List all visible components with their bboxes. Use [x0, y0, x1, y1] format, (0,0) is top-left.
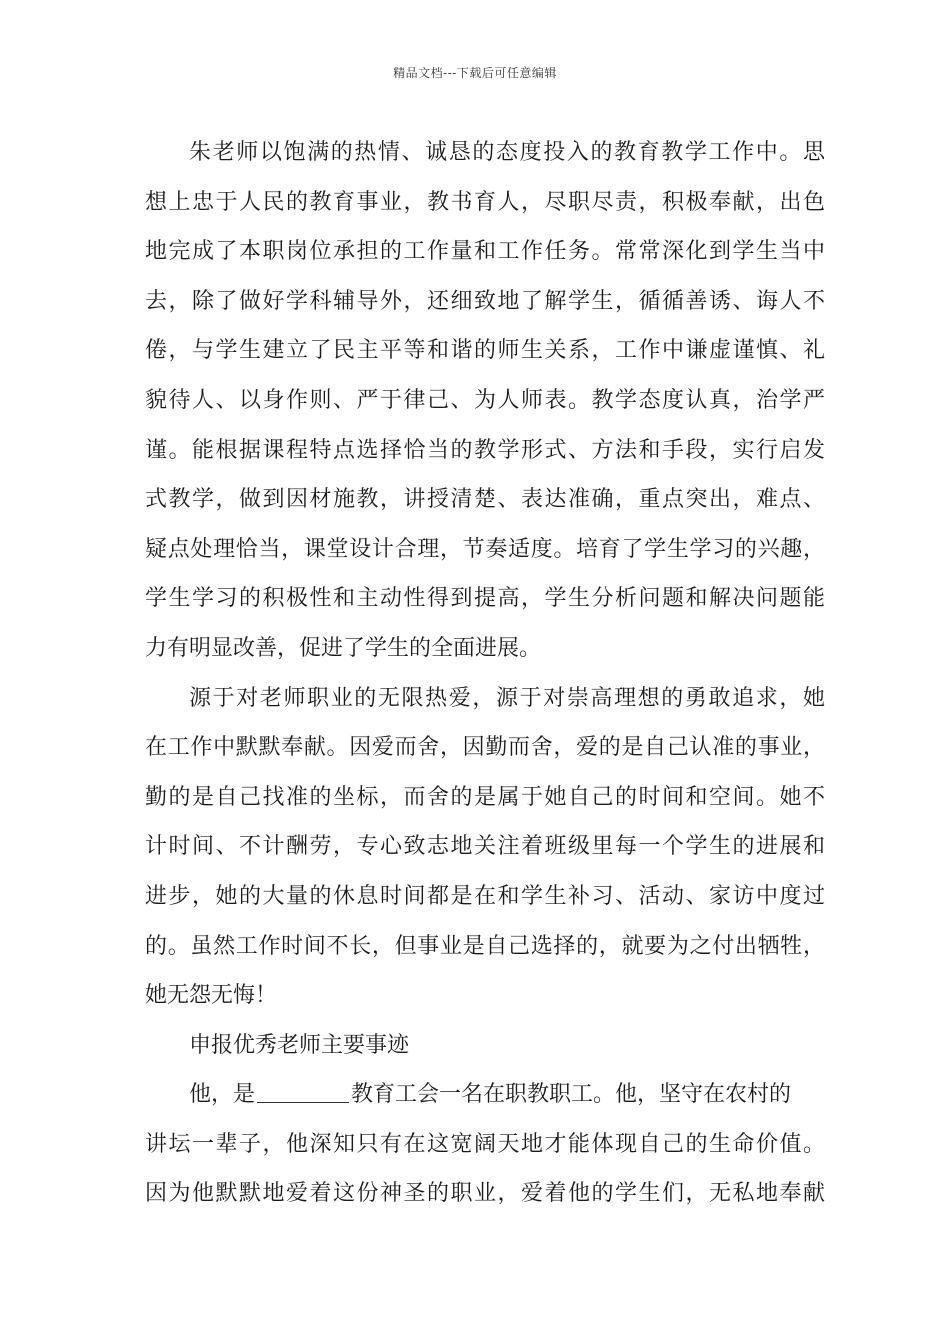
section-heading: 申报优秀老师主要事迹 [189, 1032, 410, 1058]
paragraph-2-line: 进步，她的大量的休息时间都是在和学生补习、活动、家访中度过 [145, 883, 825, 909]
paragraph-2-line: 计时间、不计酬劳，专心致志地关注着班级里每一个学生的进展和 [145, 834, 825, 860]
paragraph-1-line: 想上忠于人民的教育事业，教书育人，尽职尽责，积极奉献，出色 [145, 189, 825, 215]
paragraph-3-line [145, 1070, 825, 1120]
paragraph-2-line: 源于对老师职业的无限热爱，源于对崇高理想的勇敢追求，她 [189, 685, 825, 711]
paragraph-1-line: 疑点处理恰当，课堂设计合理，节奏适度。培育了学生学习的兴趣， [145, 536, 825, 562]
paragraph-1-line: 地完成了本职岗位承担的工作量和工作任务。常常深化到学生当中 [145, 239, 825, 265]
paragraph-1-line: 倦，与学生建立了民主平等和谐的师生关系，工作中谦虚谨慎、礼 [145, 338, 825, 364]
paragraph-1-line: 朱老师以饱满的热情、诚恳的态度投入的教育教学工作中。思 [189, 140, 825, 165]
fill-in-blank [257, 1082, 349, 1103]
paragraph-3-text-after-blank: 教育工会一名在职教职工。他，坚守在农村的 [351, 1082, 792, 1108]
paragraph-1-line: 去，除了做好学科辅导外，还细致地了解学生，循循善诱、诲人不 [145, 288, 825, 314]
paragraph-1-line: 力有明显改善，促进了学生的全面进展。 [145, 635, 542, 661]
paragraph-3-line: 因为他默默地爱着这份神圣的职业，爱着他的学生们，无私地奉献 [145, 1181, 825, 1207]
paragraph-3-text-before-blank: 他，是 [189, 1082, 256, 1108]
paragraph-2-line: 在工作中默默奉献。因爱而舍，因勤而舍，爱的是自己认准的事业， [145, 735, 825, 761]
page-header: 精品文档---下载后可任意编辑 [393, 66, 557, 80]
paragraph-3-line: 讲坛一辈子，他深知只有在这宽阔天地才能体现自己的生命价值。 [145, 1131, 825, 1157]
paragraph-1-line: 谨。能根据课程特点选择恰当的教学形式、方法和手段，实行启发 [145, 437, 825, 463]
paragraph-1-line: 式教学，做到因材施教，讲授清楚、表达准确，重点突出，难点、 [145, 487, 825, 513]
paragraph-1-line: 学生学习的积极性和主动性得到提高，学生分析问题和解决问题能 [145, 586, 825, 612]
document-body [145, 128, 825, 1219]
paragraph-2-line: 的。虽然工作时间不长，但事业是自己选择的，就要为之付出牺牲， [145, 933, 825, 959]
paragraph-2-line: 勤的是自己找准的坐标，而舍的是属于她自己的时间和空间。她不 [145, 784, 825, 810]
paragraph-2-line: 她无怨无悔！ [145, 983, 278, 1009]
paragraph-1-line: 貌待人、以身作则、严于律己、为人师表。教学态度认真，治学严 [145, 387, 825, 413]
